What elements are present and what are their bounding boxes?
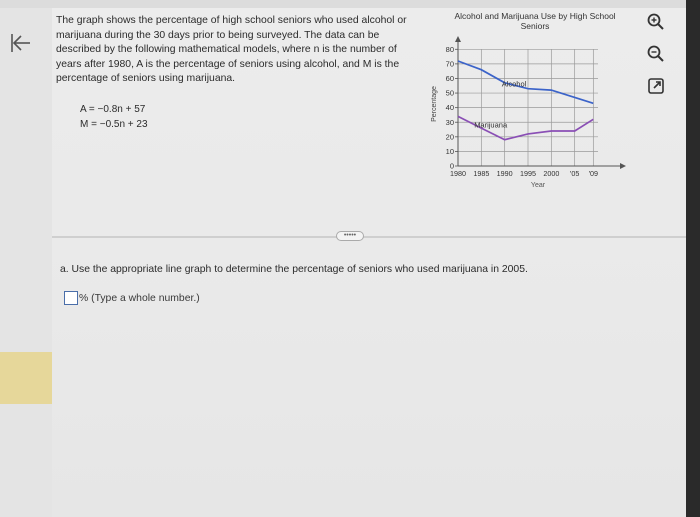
problem-line: marijuana during the 30 days prior to being surveyed. The data can be (56, 29, 380, 41)
problem-line: The graph shows the percentage of high school seniors who used alcohol or (56, 15, 407, 26)
answer-hint: % (Type a whole number.) (79, 292, 200, 304)
y-tick-label: 70 (445, 59, 454, 69)
zoom-out-icon[interactable] (646, 44, 666, 64)
x-tick-label: 1990 (496, 169, 513, 178)
problem-line: years after 1980, A is the percentage of seniors using alcohol, and M is the (56, 58, 400, 70)
line-chart (428, 32, 638, 197)
x-tick-label: 1980 (450, 169, 466, 178)
y-tick-label: 30 (445, 117, 454, 127)
x-tick-label: '05 (569, 169, 580, 178)
series-label: Alcohol (501, 79, 527, 89)
y-tick-label: 60 (445, 74, 454, 84)
x-axis-label: Year (530, 182, 546, 189)
x-tick-label: 2000 (543, 169, 560, 178)
x-tick-label: '09 (588, 169, 599, 178)
y-tick-label: 50 (445, 88, 454, 98)
back-arrow-icon[interactable] (8, 30, 34, 56)
expand-button[interactable]: ••••• (336, 231, 364, 241)
left-highlight (0, 352, 52, 404)
problem-statement (56, 14, 441, 87)
answer-row (64, 290, 200, 306)
answer-input[interactable] (64, 291, 78, 305)
top-strip (0, 0, 700, 8)
popout-icon[interactable] (646, 76, 666, 96)
question-text: a. Use the appropriate line graph to determine the percentage of seniors who used marijuana in 2005. (60, 264, 528, 275)
y-axis-label: Percentage (431, 86, 438, 122)
equation-marijuana: M = −0.5n + 23 (80, 119, 148, 130)
zoom-in-icon[interactable] (646, 12, 666, 32)
y-axis-arrow (455, 36, 461, 42)
y-tick-label: 0 (449, 161, 454, 171)
x-tick-label: 1995 (520, 169, 536, 178)
chart-title: Alcohol and Marijuana Use by High School Seniors (454, 11, 616, 31)
y-tick-label: 20 (445, 132, 454, 142)
y-tick-label: 40 (445, 103, 454, 113)
y-tick-label: 10 (445, 147, 454, 157)
problem-line: described by the following mathematical models, where n is the number of (56, 44, 397, 56)
left-rail (0, 8, 52, 517)
section-divider (52, 236, 686, 242)
series-label: Marijuana (474, 120, 508, 130)
right-edge (686, 0, 700, 517)
equation-alcohol: A = −0.8n + 57 (80, 104, 146, 115)
x-axis-arrow (620, 163, 626, 169)
y-tick-label: 80 (445, 44, 454, 54)
problem-line: percentage of seniors using marijuana. (56, 73, 236, 85)
right-toolbar (640, 8, 680, 517)
x-tick-label: 1985 (473, 169, 490, 178)
